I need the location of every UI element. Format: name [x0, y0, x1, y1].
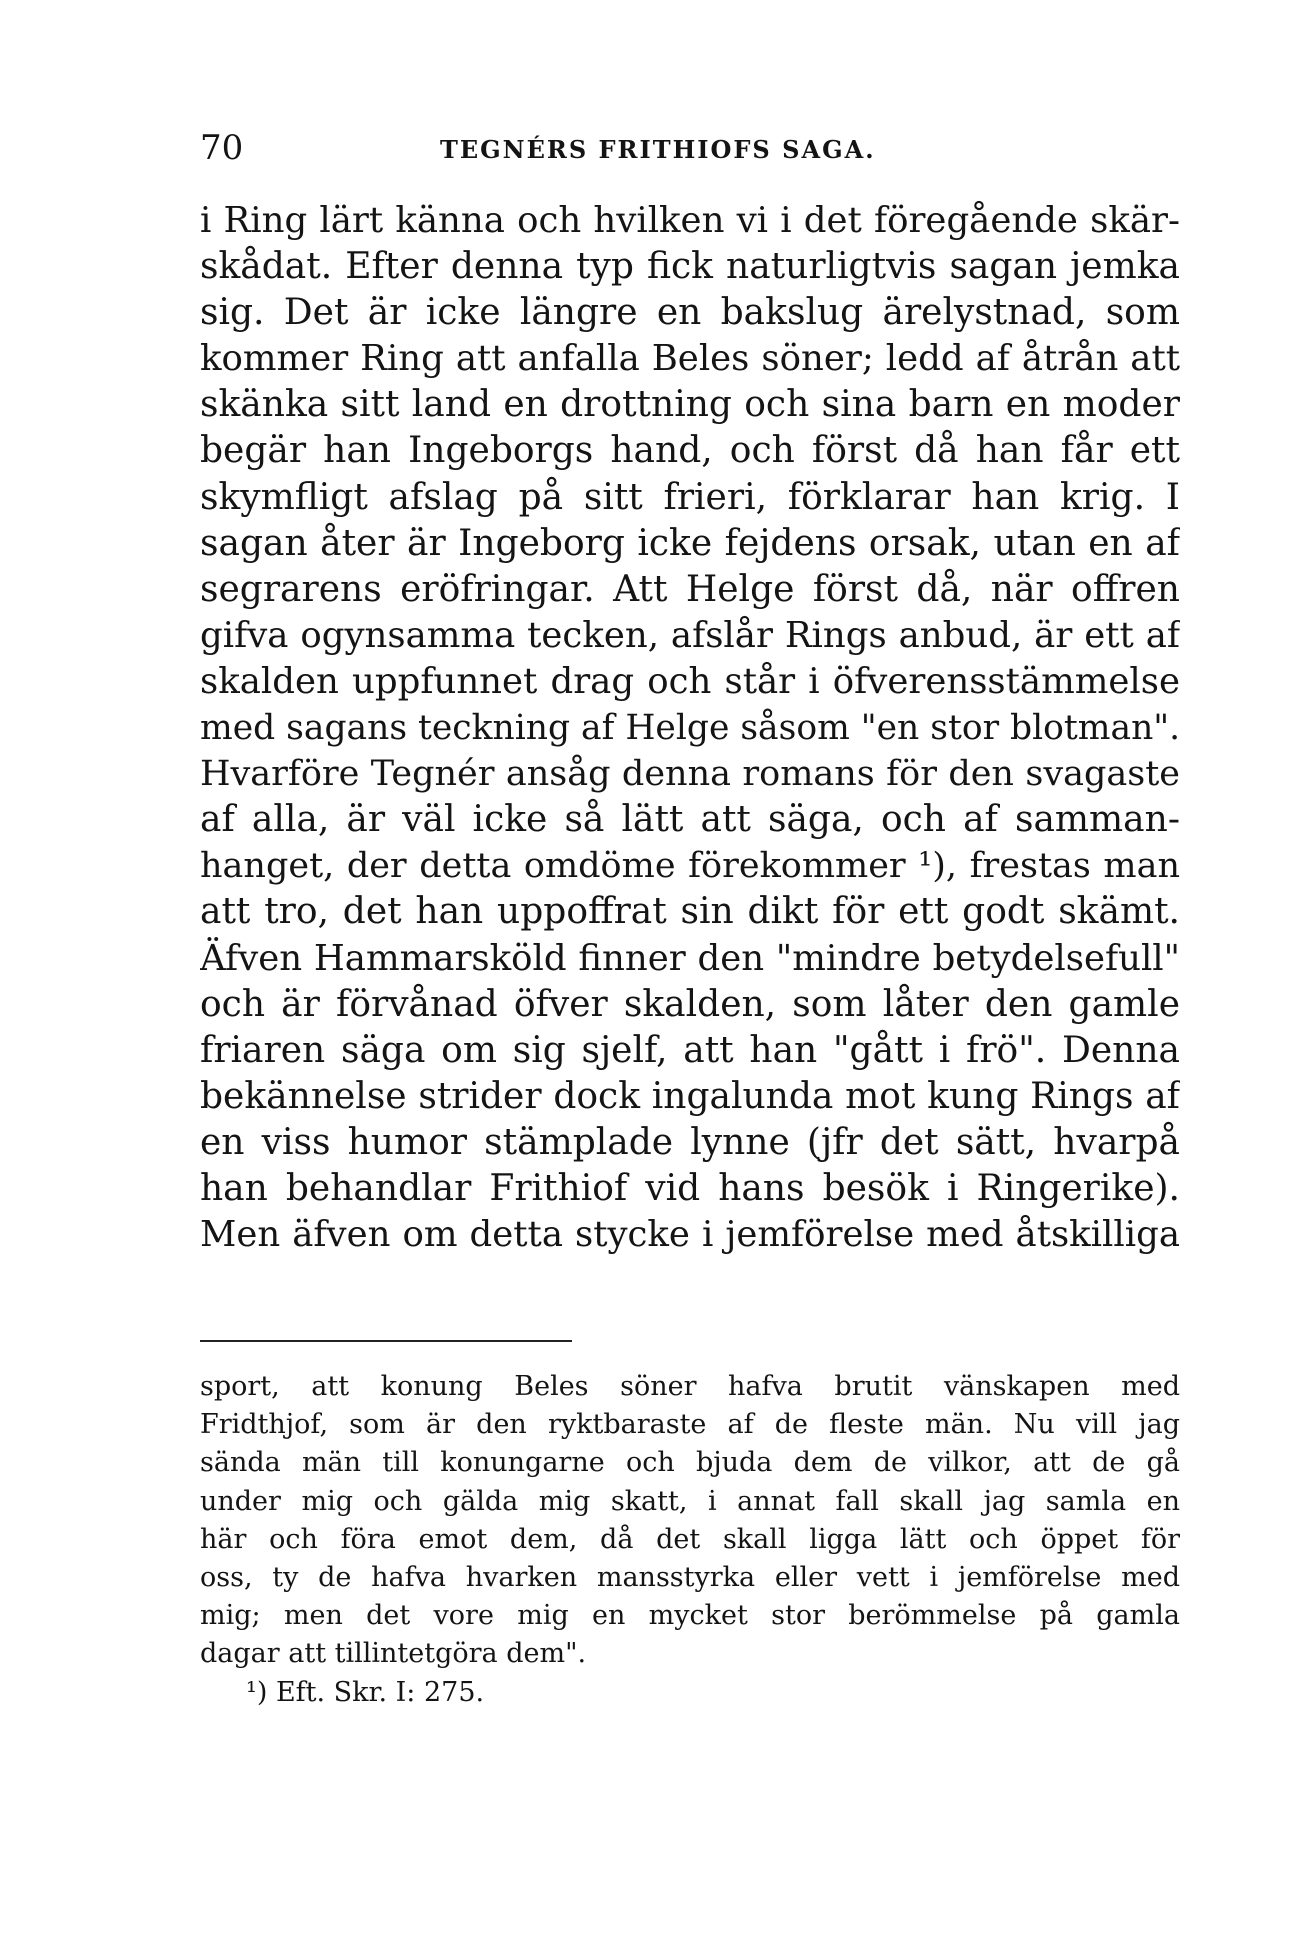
footnote-line: här och föra emot dem, då det skall ligga lätt och öppet för [200, 1523, 1180, 1555]
text-line: sagan åter är Ingeborg icke fejdens orsak, utan en af [200, 522, 1180, 564]
footnote-line: sport, att konung Beles söner hafva brutit vänskapen med [200, 1371, 1180, 1402]
footnotes [200, 1368, 1180, 1712]
footnote-line: sända män till konungarne och bjuda dem de vilkor, att de gå [200, 1447, 1180, 1479]
text-line: sig. Det är icke längre en bakslug ärelystnad, som [200, 292, 1180, 334]
footnote-line: dagar att tillintetgöra dem". [200, 1638, 587, 1670]
text-line: begär han Ingeborgs hand, och först då han får ett [200, 430, 1180, 472]
text-line: skådat. Efter denna typ fick naturligtvis sagan jemka [200, 246, 1180, 288]
text-line: Men äfven om detta stycke i jemförelse med åtskilliga [200, 1214, 1180, 1256]
main-text [200, 198, 1180, 1258]
text-line: af alla, är väl icke så lätt att säga, och af samman- [200, 799, 1180, 841]
text-line: kommer Ring att anfalla Beles söner; ledd af åtrån att [200, 338, 1180, 380]
footnote-line: mig; men det vore mig en mycket stor berömmelse på gamla [200, 1600, 1180, 1632]
text-line: Hvarföre Tegnér ansåg denna romans för den svagaste [200, 754, 1180, 795]
footnote-reference: ¹) Eft. Skr. I: 275. [246, 1676, 485, 1708]
text-line: att tro, det han uppoffrat sin dikt för ett godt skämt. [200, 891, 1180, 933]
text-line: gifva ogynsamma tecken, afslår Rings anbud, är ett af [200, 614, 1180, 656]
text-line: segrarens eröfringar. Att Helge först då, när offren [200, 568, 1180, 610]
footnote-line: oss, ty de hafva hvarken mansstyrka eller vett i jemförelse med [200, 1561, 1180, 1593]
text-line: en viss humor stämplade lynne (jfr det sätt, hvarpå [200, 1121, 1180, 1163]
text-line: med sagans teckning af Helge såsom "en stor blotman". [200, 708, 1180, 749]
text-line: hanget, der detta omdöme förekommer ¹), frestas man [200, 846, 1180, 887]
footnote-divider [200, 1340, 572, 1342]
text-line: och är förvånad öfver skalden, som låter den gamle [200, 983, 1180, 1025]
text-line: skymfligt afslag på sitt frieri, förklarar han krig. I [200, 476, 1180, 518]
text-line: bekännelse strider dock ingalunda mot kung Rings af [200, 1075, 1180, 1117]
page-header [200, 128, 1180, 168]
text-line: Äfven Hammarsköld finner den "mindre betydelsefull" [200, 937, 1180, 979]
text-line: han behandlar Frithiof vid hans besök i Ringerike). [200, 1167, 1180, 1209]
text-line: skalden uppfunnet drag och står i öfverensstämmelse [200, 660, 1180, 702]
text-line: skänka sitt land en drottning och sina barn en moder [200, 384, 1180, 426]
footnote-line: under mig och gälda mig skatt, i annat fall skall jag samla en [200, 1485, 1180, 1517]
footnote-line: Fridthjof, som är den ryktbaraste af de fleste män. Nu vill jag [200, 1409, 1180, 1441]
text-line: friaren säga om sig sjelf, att han "gått i frö". Denna [200, 1029, 1180, 1071]
running-title: TEGNÉRS FRITHIOFS SAGA. [440, 135, 876, 164]
page-number: 70 [200, 128, 244, 168]
text-line: i Ring lärt känna och hvilken vi i det föregående skär- [200, 200, 1180, 241]
